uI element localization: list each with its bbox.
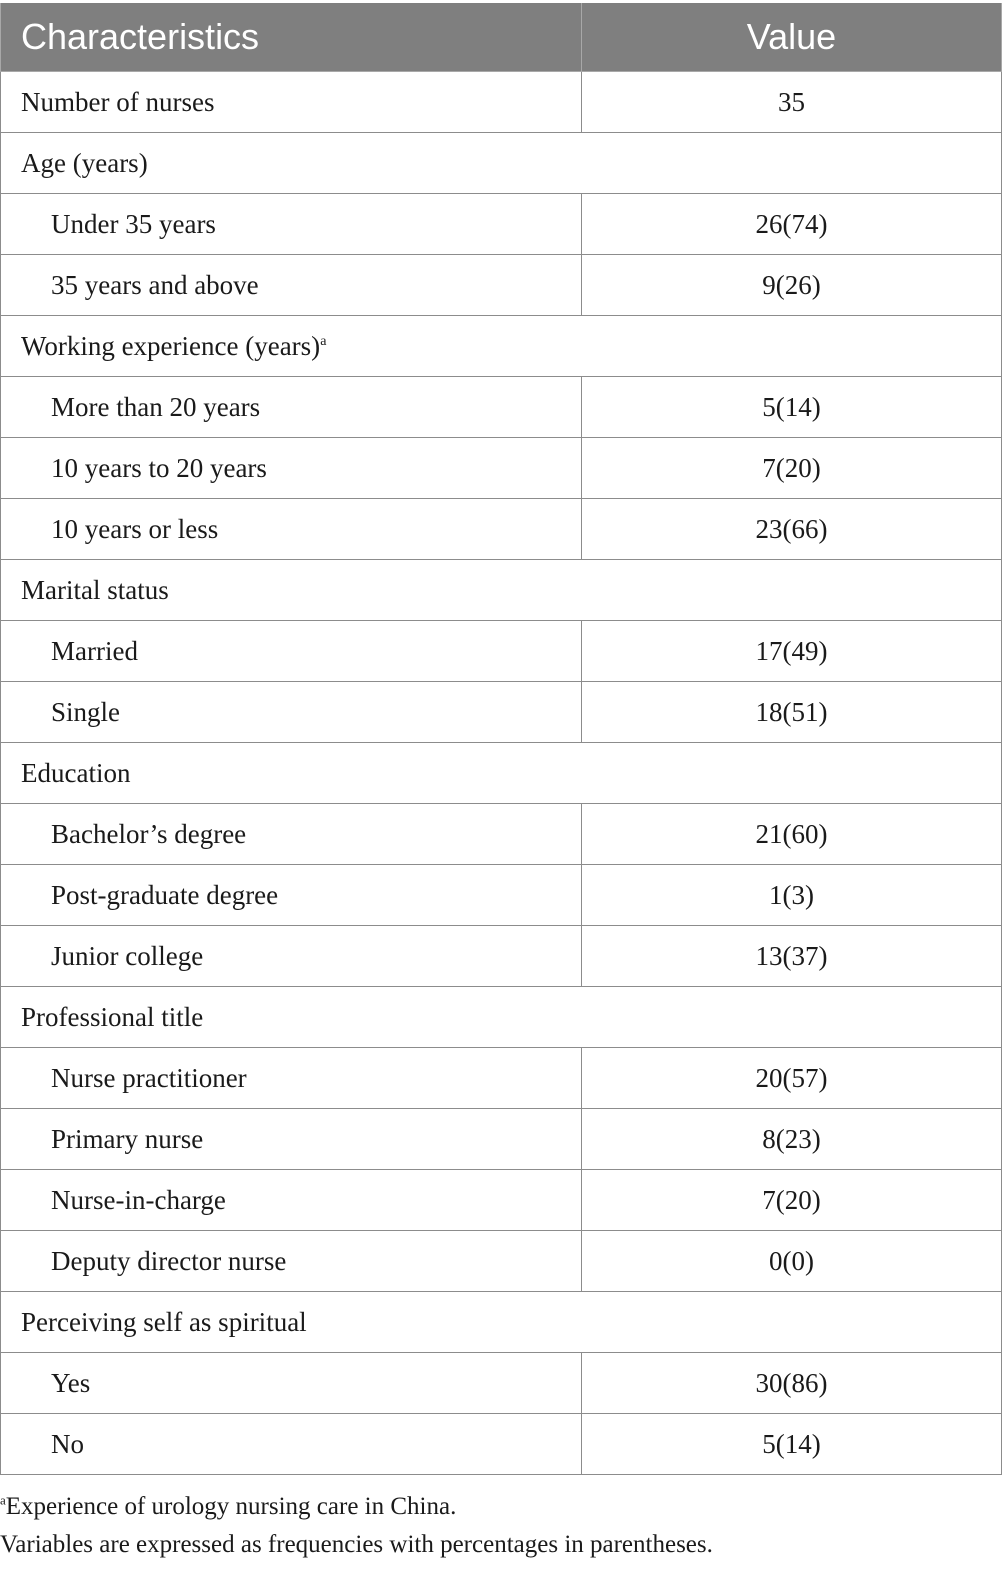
table-group-row [1,1292,1002,1353]
table-row [1,1353,1002,1414]
value-cell [582,133,1002,194]
table-header-row [1,3,1002,72]
table-row [1,865,1002,926]
value-cell: 21(60) [582,804,1002,865]
table-row [1,1048,1002,1109]
table-group-row [1,560,1002,621]
characteristic-cell [1,621,582,682]
characteristics-table-container [0,3,1001,1475]
value-cell: 5(14) [582,1414,1002,1475]
table-group-row [1,133,1002,194]
characteristic-cell [1,682,582,743]
characteristic-cell [1,1231,582,1292]
characteristic-cell [1,499,582,560]
value-cell: 26(74) [582,194,1002,255]
characteristic-cell [1,438,582,499]
characteristic-label: Post-graduate degree [51,879,279,910]
table-row [1,682,1002,743]
characteristic-label: Primary nurse [51,1123,204,1154]
value-cell: 20(57) [582,1048,1002,1109]
value-cell [582,987,1002,1048]
characteristic-label: No [51,1428,84,1459]
characteristic-label: Age (years) [21,147,148,178]
value-cell: 7(20) [582,438,1002,499]
footnote-a [0,1488,713,1526]
characteristic-label: Education [21,757,131,788]
value-cell [582,560,1002,621]
characteristic-label: Under 35 years [51,208,216,239]
value-cell: 8(23) [582,1109,1002,1170]
characteristic-label: 10 years or less [51,513,219,544]
group-label-cell [1,560,582,621]
value-cell: 13(37) [582,926,1002,987]
value-cell: 17(49) [582,621,1002,682]
group-label-cell [1,743,582,804]
characteristic-cell [1,1048,582,1109]
characteristic-label: Perceiving self as spiritual [21,1306,307,1337]
characteristic-cell [1,804,582,865]
value-cell: 30(86) [582,1353,1002,1414]
table-body [1,72,1002,1475]
group-label-cell [1,316,582,377]
table-group-row [1,316,1002,377]
characteristics-table [0,3,1002,1475]
table-group-row [1,987,1002,1048]
group-label-cell [1,1292,582,1353]
characteristic-label: Professional title [21,1001,204,1032]
characteristic-cell [1,865,582,926]
table-row [1,804,1002,865]
table-group-row [1,743,1002,804]
table-row [1,438,1002,499]
characteristic-label: Junior college [51,940,204,971]
characteristic-label: Marital status [21,574,169,605]
table-row [1,1231,1002,1292]
footnote-a-marker: a [0,1492,6,1508]
characteristic-label: Nurse practitioner [51,1062,247,1093]
characteristic-cell [1,255,582,316]
characteristic-cell [1,926,582,987]
value-cell [582,743,1002,804]
value-cell: 7(20) [582,1170,1002,1231]
characteristic-cell [1,1353,582,1414]
table-row [1,1109,1002,1170]
characteristic-cell [1,1109,582,1170]
characteristic-label: Working experience (years) [21,330,321,361]
value-cell: 23(66) [582,499,1002,560]
characteristic-label: Yes [51,1367,91,1398]
characteristic-label: Bachelor’s degree [51,818,247,849]
characteristic-label: Single [51,696,121,727]
table-row [1,194,1002,255]
header-characteristics: Characteristics [1,3,582,72]
characteristic-label: Deputy director nurse [51,1245,287,1276]
footnote-a-text: Experience of urology nursing care in China. [5,1493,457,1520]
table-row [1,621,1002,682]
group-label-cell [1,133,582,194]
characteristic-label: More than 20 years [51,391,261,422]
header-value: Value [582,3,1002,72]
table-row [1,499,1002,560]
characteristic-cell [1,1170,582,1231]
value-cell: 5(14) [582,377,1002,438]
value-cell: 9(26) [582,255,1002,316]
group-label-cell [1,987,582,1048]
table-footnotes [0,1488,713,1564]
characteristic-label: Married [51,635,138,666]
characteristic-cell [1,72,582,133]
table-row [1,377,1002,438]
footnote-general: Variables are expressed as frequencies with percentages in parentheses. [0,1531,713,1558]
table-row [1,72,1002,133]
characteristic-cell [1,194,582,255]
footnote-marker: a [320,333,327,349]
table-row [1,1170,1002,1231]
value-cell: 35 [582,72,1002,133]
characteristic-label: Number of nurses [21,86,215,117]
characteristic-label: 35 years and above [51,269,259,300]
value-cell: 18(51) [582,682,1002,743]
value-cell [582,1292,1002,1353]
characteristic-cell [1,377,582,438]
table-row [1,255,1002,316]
value-cell [582,316,1002,377]
value-cell: 0(0) [582,1231,1002,1292]
characteristic-label: Nurse-in-charge [51,1184,226,1215]
characteristic-cell [1,1414,582,1475]
table-row [1,926,1002,987]
value-cell: 1(3) [582,865,1002,926]
table-row [1,1414,1002,1475]
characteristic-label: 10 years to 20 years [51,452,267,483]
